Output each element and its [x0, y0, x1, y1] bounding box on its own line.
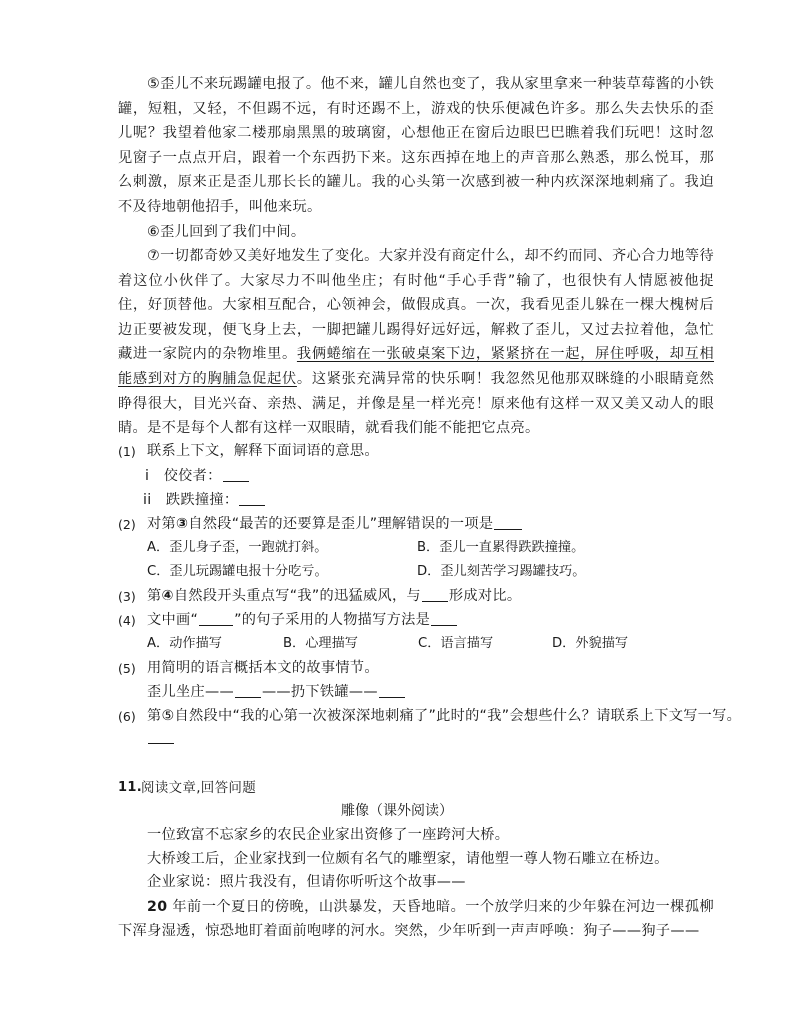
answer-blank[interactable]: [223, 467, 249, 482]
question-3-text: [147, 586, 521, 606]
answer-blank[interactable]: [235, 683, 261, 698]
item-ii-label: ii: [143, 492, 152, 508]
paragraph-6: ⑥歪儿回到了我们中间。: [147, 224, 306, 240]
question-6-text: 第⑤自然段中“我的心第一次被深深地刺痛了”此时的“我”会想些什么？请联系上下文写一写。: [147, 708, 742, 724]
option-b[interactable]: B．心理描写: [283, 636, 358, 651]
article-paragraph-4-text: 年前一个夏日的傍晚，山洪暴发，天昏地暗。一个放学归来的少年躲在河边一棵孤柳下浑身湿透，惊恐地盯着面前咆哮的河水。突然，少年听到一声声呼唤：狗子——狗子——: [118, 899, 714, 939]
answer-blank[interactable]: [148, 729, 174, 744]
answer-blank[interactable]: [422, 587, 448, 602]
year-number: 20: [147, 899, 168, 915]
question-2-number: (2): [118, 517, 136, 532]
q3-text-middle: 自然段开头重点写“我”的迅猛威风，与: [173, 588, 421, 604]
question-3-number: (3): [118, 589, 136, 604]
q2-text-before: 对第: [147, 516, 176, 532]
item-ii-text: 跌跌撞撞：: [165, 492, 239, 508]
option-d[interactable]: D．歪儿刻苦学习踢罐技巧。: [417, 564, 586, 579]
q4-text-before: 文中画“: [147, 612, 199, 628]
answer-blank[interactable]: [379, 683, 405, 698]
q2-text-after: 自然段“最苦的还要算是歪儿”理解错误的一项是: [188, 516, 494, 532]
question-2-text: [147, 514, 523, 534]
option-a[interactable]: A．歪儿身子歪，一跑就打斜。: [147, 540, 328, 555]
q4-text-after: ”的句子采用的人物描写方法是: [234, 612, 431, 628]
underlined-sentence: 我俩蜷缩在一张破桌案下边，紧紧挤在一起，屏住呼吸，却互相能感到对方的胸脯急促起伏: [118, 346, 715, 387]
option-c[interactable]: C．语言描写: [418, 636, 494, 651]
question-5-plot-line: [147, 682, 406, 702]
article-paragraph-3: 企业家说：照片我没有，但请你听听这个故事——: [147, 874, 466, 890]
circled-number: ④: [161, 588, 174, 604]
q3-text-before: 第: [147, 588, 162, 604]
question-1-text: 联系上下文，解释下面词语的意思。: [147, 443, 379, 459]
answer-blank[interactable]: [239, 491, 265, 506]
option-a[interactable]: A．动作描写: [147, 636, 222, 651]
question-1-item-ii: [143, 490, 266, 510]
question-5-text: 用简明的语言概括本文的故事情节。: [147, 660, 379, 676]
paragraph-5: ⑤歪儿不来玩踢罐电报了。他不来，罐儿自然也变了，我从家里拿来一种装草莓酱的小铁罐，短粗，又轻，不但踢不远，有时还踢不上，游戏的快乐便减色许多。那么失去快乐的歪儿呢？我望着他家二楼那扇黑黑的玻璃窗，心想他正在窗后边眼巴巴瞧着我们玩吧！这时忽见窗子一点点开启，跟着一个东西扔下来。这东西掉在地上的声音那么熟悉，那么悦耳，那么刺激，原来正是歪儿那长长的罐儿。我的心头第一次感到被一种内疚深深地刺痛了。我迫不及待地朝他招手，叫他来玩。: [118, 76, 714, 215]
article-title: 雕像（课外阅读）: [341, 803, 453, 819]
option-b[interactable]: B．歪儿一直累得跌跌撞撞。: [417, 540, 585, 555]
q3-text-after: 形成对比。: [448, 588, 522, 604]
answer-blank[interactable]: [431, 611, 457, 626]
question-1-number: (1): [118, 444, 136, 459]
plot-start: 歪儿坐庄——: [147, 684, 234, 700]
paragraph-7: [118, 244, 714, 441]
article-paragraph-1: 一位致富不忘家乡的农民企业家出资修了一座跨河大桥。: [147, 827, 510, 843]
paragraph-7-part2: 。这紧张充满异常的快乐啊！我忽然见他那双眯缝的小眼睛竟然睁得很大，目光兴奋、亲热、满足，并像是星一样光亮！原来他有这样一双又美又动人的眼睛。是不是每个人都有这样一双眼睛，就看我们能不能把它点亮。: [118, 370, 715, 437]
question-1-item-i: [145, 466, 250, 486]
question-6-number: (6): [118, 709, 136, 724]
article-paragraph-4: [118, 895, 714, 943]
article-paragraph-2: 大桥竣工后，企业家找到一位颇有名气的雕塑家，请他塑一尊人物石雕立在桥边。: [147, 851, 669, 867]
section-11-number: 11.: [118, 780, 142, 795]
question-5-number: (5): [118, 661, 136, 676]
option-c[interactable]: C．歪儿玩踢罐电报十分吃亏。: [147, 564, 328, 579]
question-4-number: (4): [118, 613, 136, 628]
quote-blank: [199, 611, 233, 626]
item-i-label: i: [145, 468, 150, 484]
question-6-answer: [147, 728, 175, 748]
circled-number: ③: [175, 516, 189, 532]
section-11-heading: 阅读文章,回答问题: [141, 780, 256, 796]
answer-blank[interactable]: [494, 515, 522, 530]
item-i-text: 佼佼者：: [163, 468, 222, 484]
paragraph-7-part1: ⑦一切都奇妙又美好地发生了变化。大家并没有商定什么，却不约而同、齐心合力地等待着这位小伙伴了。大家尽力不叫他坐庄；有时他“手心手背”输了，也很快有人情愿被他捉住，好顶替他。大家相互配合，心领神会，做假成真。一次，我看见歪儿躲在一棵大槐树后边正要被发现，便飞身上去，一脚把罐儿踢得好远好远，解救了歪儿，又过去拉着他，急忙藏进一家院内的杂物堆里。: [118, 248, 714, 363]
option-d[interactable]: D．外貌描写: [552, 636, 629, 651]
plot-middle: ——扔下铁罐——: [261, 684, 378, 700]
question-4-text: [147, 610, 458, 630]
